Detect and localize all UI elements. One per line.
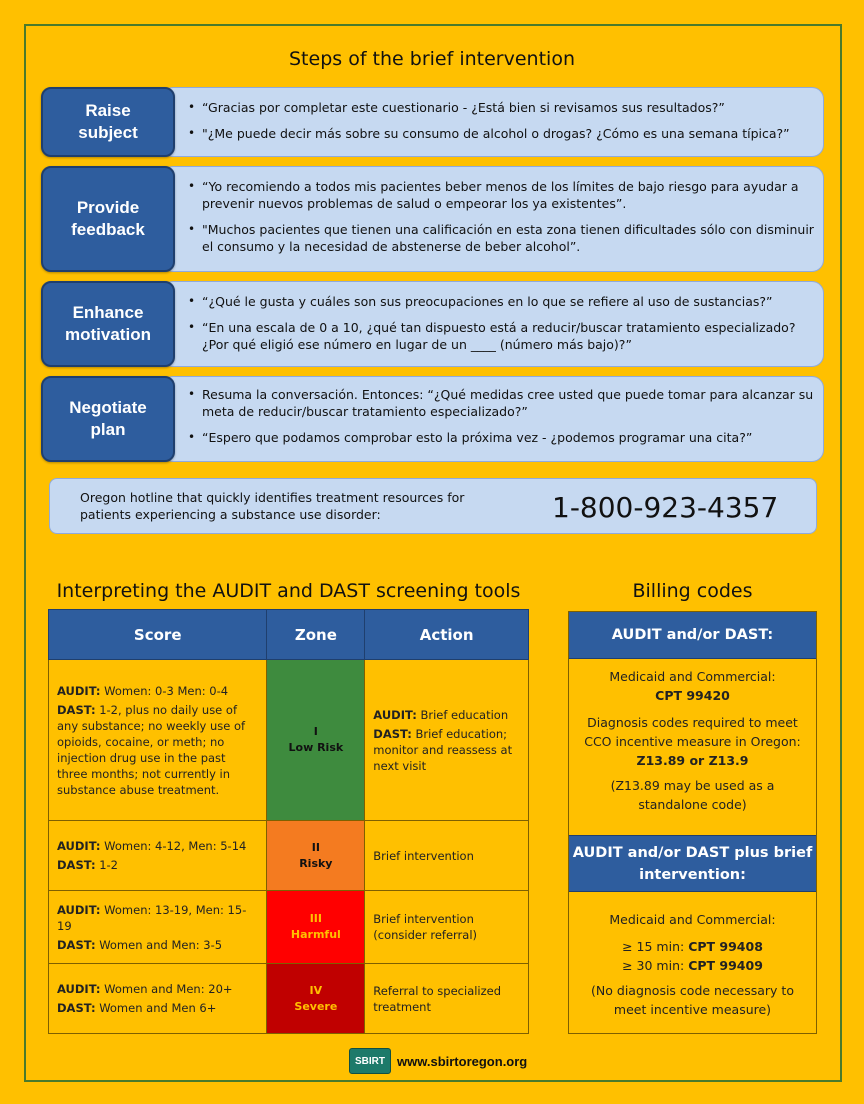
step-label: Negotiate plan <box>41 376 175 462</box>
steps-title: Steps of the brief intervention <box>289 48 575 70</box>
header-zone: Zone <box>267 610 365 660</box>
billing-box <box>568 611 817 1034</box>
step-bullet: • Resuma la conversación. Entonces: “¿Qué medidas cree usted que puede tomar para alcanzar su meta de reducir/buscar tratamiento especializado?” <box>185 386 816 420</box>
action-cell: Brief intervention (consider referral) <box>365 891 529 964</box>
step-label: Enhance motivation <box>41 281 175 367</box>
step-provide-feedback <box>41 166 824 272</box>
action-cell: Referral to specialized treatment <box>365 964 529 1034</box>
hotline-phone: 1-800-923-4357 <box>552 491 779 524</box>
step-bullet: • "¿Me puede decir más sobre su consumo de alcohol o drogas? ¿Cómo es una semana típica?” <box>185 125 816 142</box>
zone-cell: IV Severe <box>267 964 365 1034</box>
step-negotiate-plan <box>41 376 824 462</box>
header-action: Action <box>365 610 529 660</box>
website-link[interactable]: www.sbirtoregon.org <box>397 1053 528 1069</box>
table-row <box>49 964 529 1034</box>
table-row <box>49 891 529 964</box>
score-cell: AUDIT: Women: 4-12, Men: 5-14 DAST: 1-2 <box>49 821 267 891</box>
sbirt-logo: SBIRT <box>349 1048 391 1074</box>
screening-table <box>48 609 529 1034</box>
step-bullet: • "Muchos pacientes que tienen una calificación en esta zona tienen dificultades sólo con disminuir el consumo y la necesidad de abstenerse de beber alcohol”. <box>185 221 816 255</box>
header-score: Score <box>49 610 267 660</box>
step-label: Raise subject <box>41 87 175 157</box>
score-cell: AUDIT: Women and Men: 20+ DAST: Women and Men 6+ <box>49 964 267 1034</box>
hotline-box <box>49 478 817 534</box>
step-label: Provide feedback <box>41 166 175 272</box>
score-cell: AUDIT: Women: 0-3 Men: 0-4 DAST: 1-2, plus no daily use of any substance; no weekly use of opioids, cocaine, or meth; no injection drug use in the past three months; not currently in substance abuse treatment. <box>49 660 267 821</box>
step-bullet: • “Gracias por completar este cuestionario - ¿Está bien si revisamos sus resultados?” <box>185 99 816 116</box>
table-row <box>49 660 529 821</box>
step-bullet: • “Espero que podamos comprobar esto la próxima vez - ¿podemos programar una cita?” <box>185 429 816 446</box>
table-header-row <box>49 610 529 660</box>
step-bullet: • “¿Qué le gusta y cuáles son sus preocupaciones en lo que se refiere al uso de sustancias?” <box>185 293 816 310</box>
billing-body-2: Medicaid and Commercial: ≥ 15 min: CPT 99408 ≥ 30 min: CPT 99409 (No diagnosis code necessary to meet incentive measure) <box>591 912 794 1017</box>
step-enhance-motivation <box>41 281 824 367</box>
action-cell: AUDIT: Brief education DAST: Brief education; monitor and reassess at next visit <box>365 660 529 821</box>
zone-cell: I Low Risk <box>267 660 365 821</box>
billing-body-1: Medicaid and Commercial: CPT 99420 Diagnosis codes required to meet CCO incentive measure in Oregon: Z13.89 or Z13.9 (Z13.89 may be used as a standalone code) <box>584 669 801 812</box>
hotline-text: Oregon hotline that quickly identifies treatment resources for patients experiencing a substance use disorder: <box>80 490 465 522</box>
step-bullet: • “En una escala de 0 a 10, ¿qué tan dispuesto está a reducir/buscar tratamiento especializado? ¿Por qué eligió ese número en lugar de un ____ (número más bajo)?” <box>185 319 816 353</box>
billing-title: Billing codes <box>632 580 753 602</box>
audit-title: Interpreting the AUDIT and DAST screening tools <box>56 580 521 602</box>
step-raise-subject <box>41 87 824 157</box>
billing-header-1: AUDIT and/or DAST: <box>569 612 816 659</box>
footer <box>349 1048 527 1074</box>
table-row <box>49 821 529 891</box>
zone-cell: II Risky <box>267 821 365 891</box>
action-cell: Brief intervention <box>365 821 529 891</box>
billing-header-2: AUDIT and/or DAST plus brief intervention: <box>569 835 816 892</box>
zone-cell: III Harmful <box>267 891 365 964</box>
score-cell: AUDIT: Women: 13-19, Men: 15-19 DAST: Women and Men: 3-5 <box>49 891 267 964</box>
step-bullet: • “Yo recomiendo a todos mis pacientes beber menos de los límites de bajo riesgo para ayudar a prevenir nuevos problemas de salud o empeorar los ya existentes”. <box>185 178 816 212</box>
